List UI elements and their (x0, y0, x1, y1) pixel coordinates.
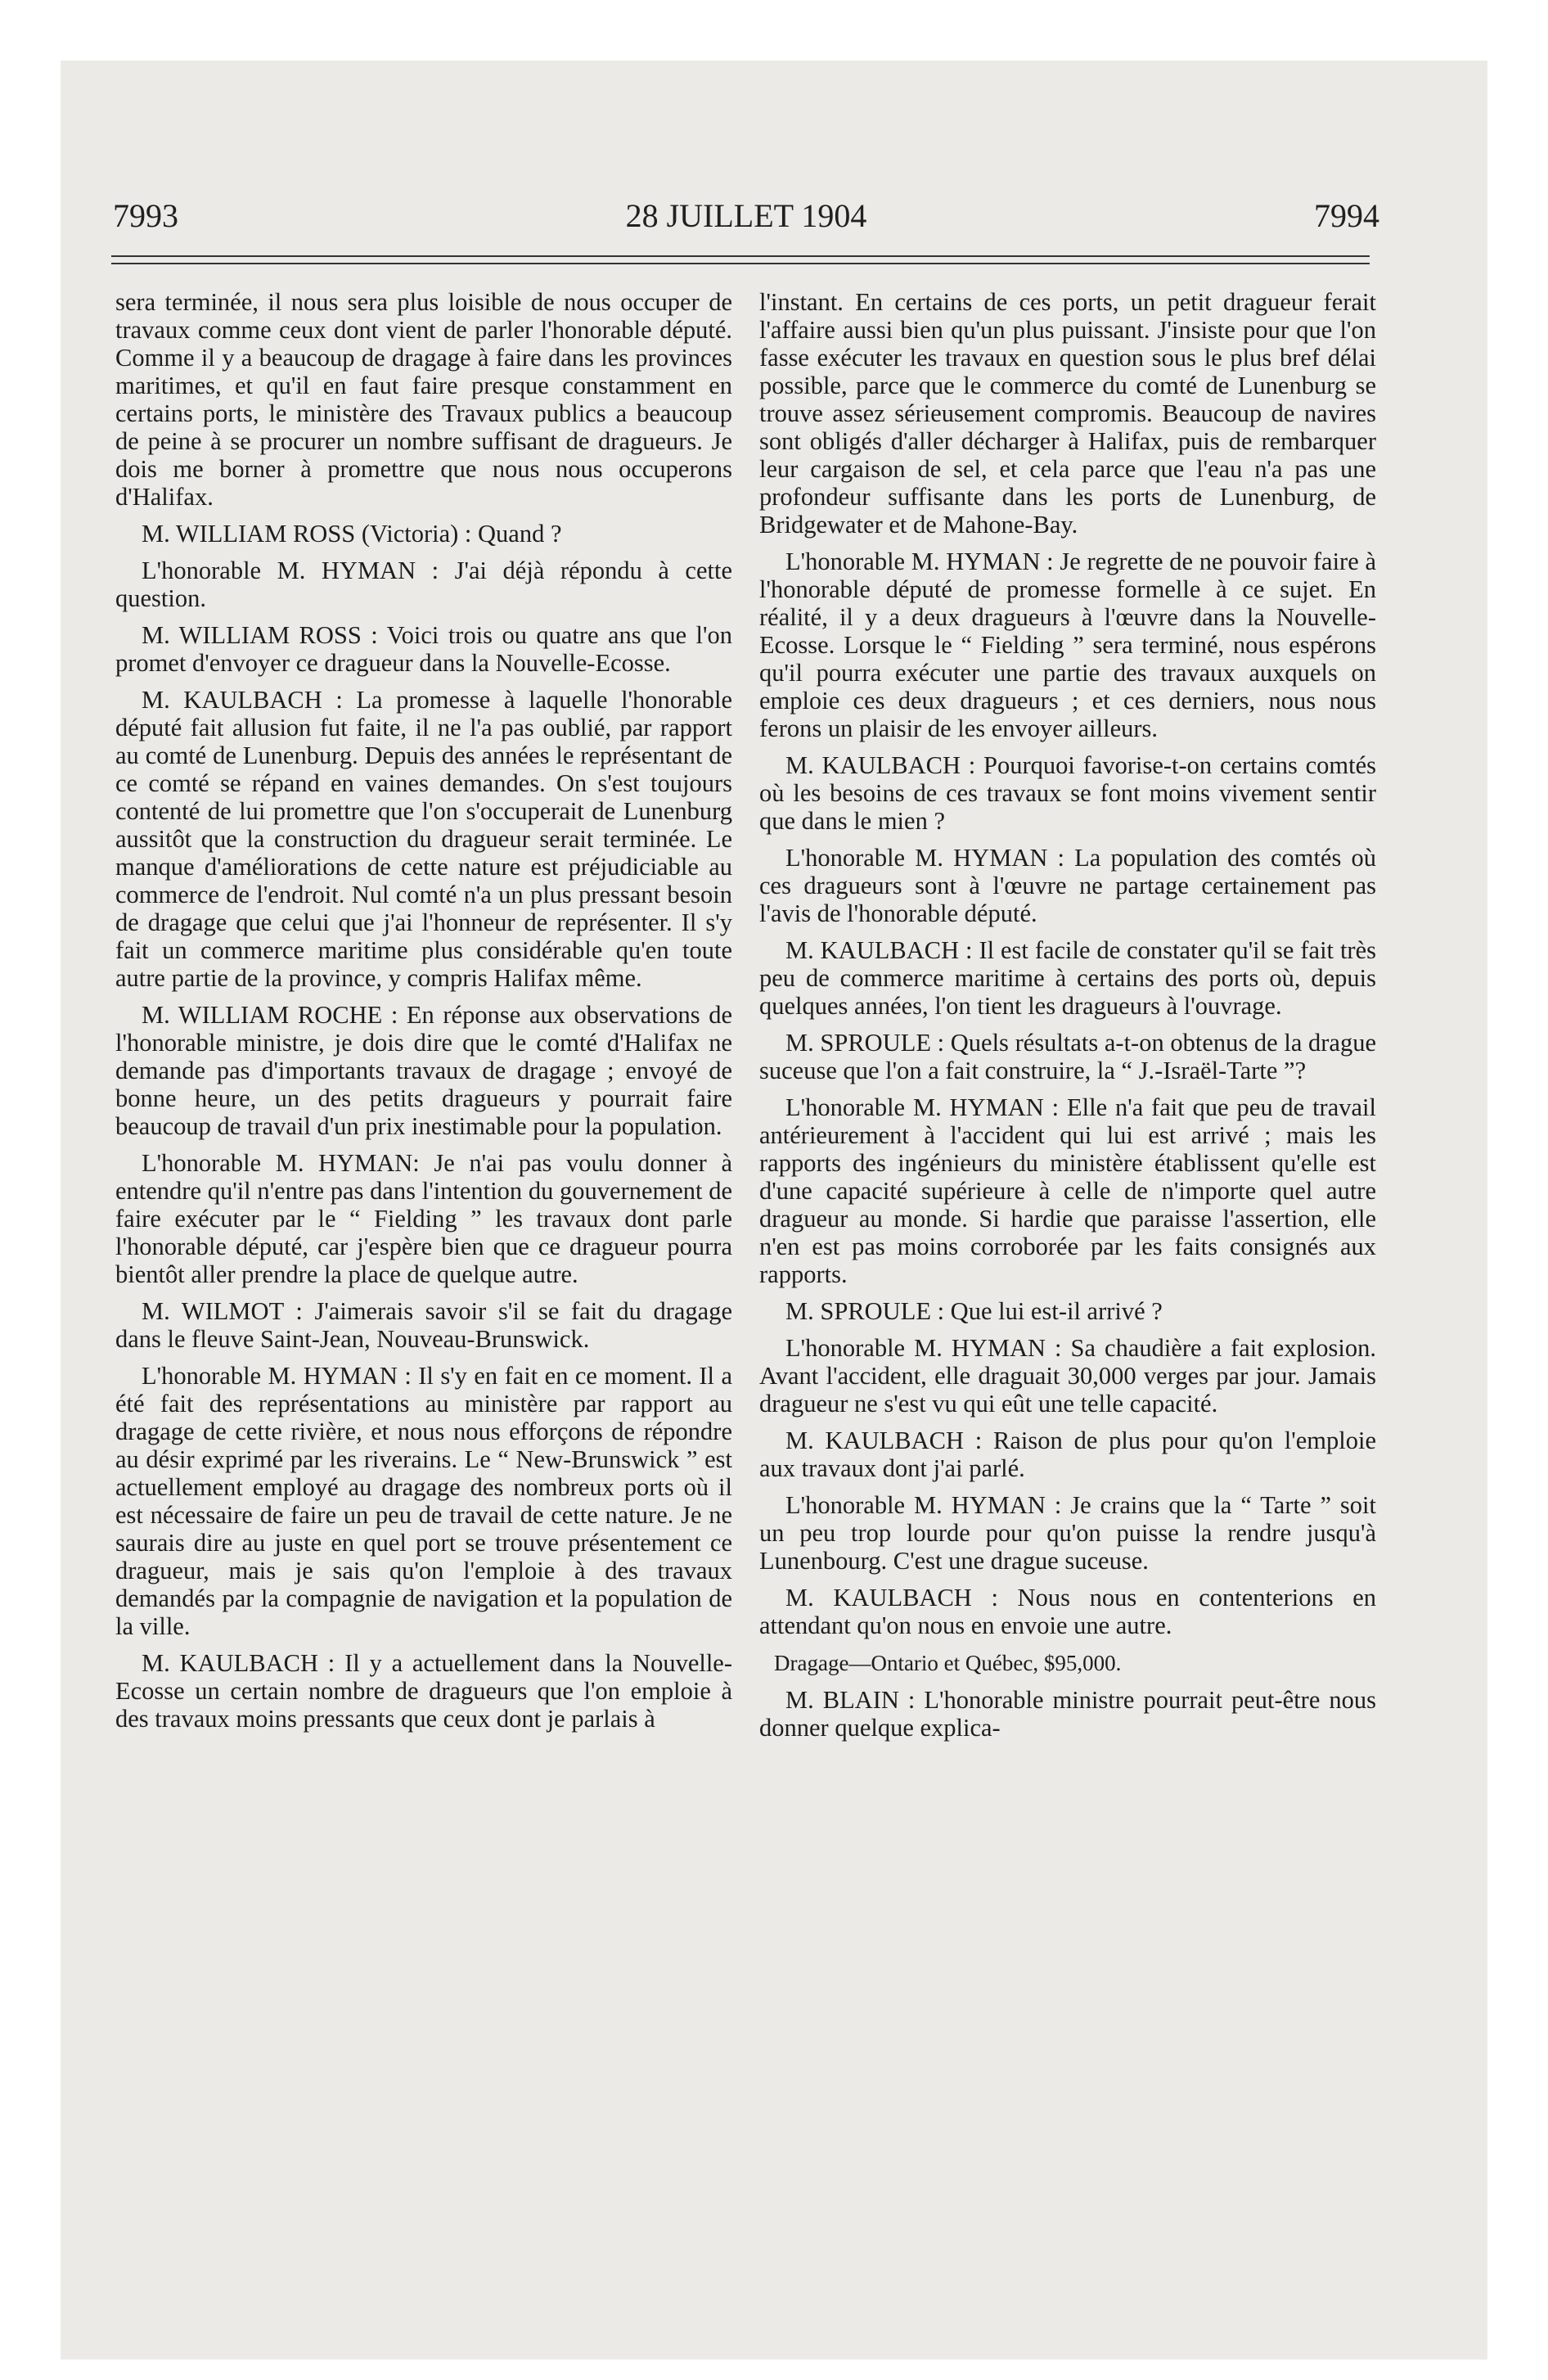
left-column (115, 288, 732, 2326)
paragraph: M. WILMOT : J'aimerais savoir s'il se fait du dragage dans le fleuve Saint-Jean, Nouveau-Brunswick. (115, 1297, 732, 1353)
paragraph: L'honorable M. HYMAN : Je regrette de ne pouvoir faire à l'honorable député de promesse formelle à ce sujet. En réalité, il y a deux dragueurs à l'œuvre dans la Nouvelle-Ecosse. Lorsque le “ Fielding ” sera terminé, nous espérons qu'il pourra exécuter une partie des travaux auxquels on emploie ces deux dragueurs ; et ces derniers, nous nous ferons un plaisir de les envoyer ailleurs. (759, 548, 1376, 742)
paragraph: M. KAULBACH : Pourquoi favorise-t-on certains comtés où les besoins de ces travaux se font moins vivement sentir que dans le mien ? (759, 751, 1376, 835)
paragraph: L'honorable M. HYMAN : Sa chaudière a fait explosion. Avant l'accident, elle draguait 30,000 verges par jour. Jamais dragueur ne s'est vu qui eût une telle capacité. (759, 1334, 1376, 1418)
paragraph: M. WILLIAM ROCHE : En réponse aux observations de l'honorable ministre, je dois dire que le comté d'Halifax ne demande pas d'importants travaux de dragage ; envoyé de bonne heure, un des petits dragueurs y pourrait faire beaucoup de travail d'un prix inestimable pour la population. (115, 1001, 732, 1140)
page-number-left: 7993 (113, 197, 178, 234)
paragraph: M. KAULBACH : Raison de plus pour qu'on l'emploie aux travaux dont j'ai parlé. (759, 1427, 1376, 1482)
paragraph: L'honorable M. HYMAN : La population des comtés où ces dragueurs sont à l'œuvre ne partage certainement pas l'avis de l'honorable député. (759, 844, 1376, 927)
paragraph: L'honorable M. HYMAN : Je crains que la “ Tarte ” soit un peu trop lourde pour qu'on puisse la rendre jusqu'à Lunenbourg. C'est une drague suceuse. (759, 1491, 1376, 1575)
paragraph: L'honorable M. HYMAN : Elle n'a fait que peu de travail antérieurement à l'accident qui lui est arrivé ; mais les rapports des ingénieurs du ministère établissent qu'elle est d'une capacité supérieure à celle de n'importe quel autre dragueur au monde. Si hardie que paraisse l'assertion, elle n'en est pas moins corroborée par les faits consignés aux rapports. (759, 1093, 1376, 1288)
paragraph: M. SPROULE : Que lui est-il arrivé ? (785, 1297, 1163, 1325)
paragraph: L'honorable M. HYMAN: Je n'ai pas voulu donner à entendre qu'il n'entre pas dans l'intention du gouvernement de faire exécuter par le “ Fielding ” les travaux dont parle l'honorable député, car j'espère bien que ce dragueur pourra bientôt aller prendre la place de quelque autre. (115, 1149, 732, 1288)
paragraph: M. SPROULE : Quels résultats a-t-on obtenus de la drague suceuse que l'on a fait construire, la “ J.-Israël-Tarte ”? (759, 1029, 1376, 1084)
paragraph: M. BLAIN : L'honorable ministre pourrait peut-être nous donner quelque explica- (759, 1686, 1376, 1742)
paragraph: M. KAULBACH : Il y a actuellement dans la Nouvelle-Ecosse un certain nombre de dragueurs que l'on emploie à des travaux moins pressants que ceux dont je parlais à (115, 1649, 732, 1733)
right-column (759, 288, 1376, 2326)
header-rule-bottom (111, 263, 1370, 264)
paragraph: L'honorable M. HYMAN : J'ai déjà répondu à cette question. (115, 557, 732, 612)
paragraph: M. KAULBACH : Nous nous en contenterions en attendant qu'on nous en envoie une autre. (759, 1584, 1376, 1639)
paragraph: M. KAULBACH : La promesse à laquelle l'honorable député fait allusion fut faite, il ne l'a pas oublié, par rapport au comté de Lunenburg. Depuis des années le représentant de ce comté se répand en vaines demandes. On s'est toujours contenté de lui promettre que l'on s'occuperait de Lunenburg aussitôt que la construction du dragueur serait terminée. Le manque d'améliorations de cette nature est préjudiciable au commerce de l'endroit. Nul comté n'a un plus pressant besoin de dragage que celui que j'ai l'honneur de représenter. Il s'y fait un commerce maritime plus considérable qu'en toute autre partie de la province, y compris Halifax même. (115, 686, 732, 992)
paragraph: L'honorable M. HYMAN : Il s'y en fait en ce moment. Il a été fait des représentations au ministère par rapport au dragage de cette rivière, et nous nous efforçons de répondre au désir exprimé par les riverains. Le “ New-Brunswick ” est actuellement employé au dragage des nombreux ports où il est nécessaire de faire un peu de travail de cette nature. Je ne saurais dire au juste en quel port se trouve présentement ce dragueur, mais je sais qu'on l'emploie à des travaux demandés par la compagnie de navigation et la population de la ville. (115, 1362, 732, 1640)
paragraph: M. WILLIAM ROSS (Victoria) : Quand ? (142, 520, 562, 548)
estimate-item: Dragage—Ontario et Québec, $95,000. (774, 1651, 1122, 1675)
page-number-right: 7994 (1314, 197, 1379, 234)
paragraph: M. KAULBACH : Il est facile de constater qu'il se fait très peu de commerce maritime à certains des ports où, depuis quelques années, l'on tient les dragueurs à l'ouvrage. (759, 936, 1376, 1020)
page-date: 28 JUILLET 1904 (625, 197, 867, 234)
header-rule-top (111, 255, 1370, 257)
page-header (113, 196, 1379, 232)
paragraph: M. WILLIAM ROSS : Voici trois ou quatre ans que l'on promet d'envoyer ce dragueur dans la Nouvelle-Ecosse. (115, 621, 732, 677)
paragraph: l'instant. En certains de ces ports, un petit dragueur ferait l'affaire aussi bien qu'un plus puissant. J'insiste pour que l'on fasse exécuter les travaux en question sous le plus bref délai possible, parce que le commerce du comté de Lunenburg se trouve assez sérieusement compromis. Beaucoup de navires sont obligés d'aller décharger à Halifax, puis de rembarquer leur cargaison de sel, et cela parce que l'eau n'a pas une profondeur suffisante dans les ports de Lunenburg, de Bridgewater et de Mahone-Bay. (759, 288, 1376, 539)
paragraph: sera terminée, il nous sera plus loisible de nous occuper de travaux comme ceux dont vient de parler l'honorable député. Comme il y a beaucoup de dragage à faire dans les provinces maritimes, et qu'il en faut faire presque constamment en certains ports, le ministère des Travaux publics a beaucoup de peine à se procurer un nombre suffisant de dragueurs. Je dois me borner à promettre que nous nous occuperons d'Halifax. (115, 288, 732, 511)
